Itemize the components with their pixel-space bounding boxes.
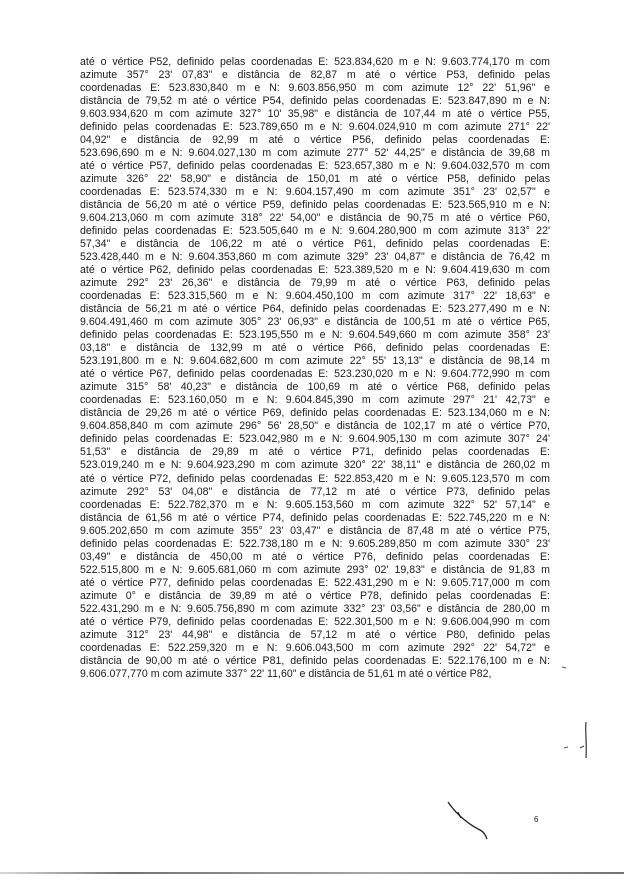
text-line: 523.191,800 m e N: 9.604.682,600 m com azimute 22° 55' 13,13" e distância de 98,14 m xyxy=(80,355,550,368)
text-line: definido pelas coordenadas E: 523.505,640 m e N: 9.604.280,900 m com azimute 313° 22' xyxy=(80,225,550,238)
text-line: distância de 90,00 m até o vértice P81, definido pelas coordenadas E: 522.176,100 m e N: xyxy=(80,654,550,667)
signature-stroke-icon xyxy=(444,790,504,840)
text-line: azimute 292° 23' 26,36" e distância de 79,99 m até o vértice P63, definido pelas xyxy=(80,277,550,290)
text-line: coordenadas E: 522.259,320 m e N: 9.606.043,500 m com azimute 292° 22' 54,72" e xyxy=(80,641,550,654)
text-line: coordenadas E: 523.830,840 m e N: 9.603.856,950 m com azimute 12° 22' 51,96" e xyxy=(80,82,550,95)
text-line: até o vértice P72, definido pelas coordenadas E: 522.853,420 m e N: 9.605.123,570 m com xyxy=(80,472,550,485)
text-line: 522.431,290 m e N: 9.605.756,890 m com azimute 332° 23' 03,56" e distância de 280,00 m xyxy=(80,602,550,615)
text-line: azimute 312° 23' 44,98" e distância de 57,12 m até o vértice P80, definido pelas xyxy=(80,628,550,641)
bottom-edge-rule xyxy=(0,872,624,874)
text-line: azimute 326° 22' 58,90" e distância de 150,01 m até o vértice P58, definido pelas xyxy=(80,173,550,186)
text-line: 9.604.213,060 m com azimute 318° 22' 54,00" e distância de 90,75 m até o vértice P60, xyxy=(80,212,550,225)
text-line: coordenadas E: 523.160,050 m e N: 9.604.845,390 m com azimute 297° 21' 42,73" e xyxy=(80,394,550,407)
text-line: 9.605.202,650 m com azimute 355° 23' 03,47" e distância de 87,48 m até o vértice P75, xyxy=(80,524,550,537)
text-line: azimute 292° 53' 04,08" e distância de 77,12 m até o vértice P73, definido pelas xyxy=(80,485,550,498)
text-line: 03,49" e distância de 450,00 m até o vértice P76, definido pelas coordenadas E: xyxy=(80,550,550,563)
page-number: 6 xyxy=(534,815,539,824)
text-line: até o vértice P57, definido pelas coordenadas E: 523.657,380 m e N: 9.604.032,570 m com xyxy=(80,160,550,173)
text-line: coordenadas E: 522.782,370 m e N: 9.605.153,560 m com azimute 322° 52' 57,14" e xyxy=(80,498,550,511)
text-line: azimute 357° 23' 07,83" e distância de 82,87 m até o vértice P53, definido pelas xyxy=(80,69,550,82)
text-line: 523.696,690 m e N: 9.604.027,130 m com azimute 277° 52' 44,25" e distância de 39,68 m xyxy=(80,147,550,160)
text-line: 03,18" e distância de 132,99 m até o vértice P66, definido pelas coordenadas E: xyxy=(80,342,550,355)
text-line: definido pelas coordenadas E: 522.738,180 m e N: 9.605.289,850 m com azimute 330° 23' xyxy=(80,537,550,550)
text-line: definido pelas coordenadas E: 523.042,980 m e N: 9.604.905,130 m com azimute 307° 24' xyxy=(80,433,550,446)
text-line: 9.606.077,770 m com azimute 337° 22' 11,60" e distância de 51,61 m até o vértice P82, xyxy=(80,667,492,680)
text-line: azimute 0° e distância de 39,89 m até o vértice P78, definido pelas coordenadas E: xyxy=(80,589,550,602)
text-line: 9.603.934,620 m com azimute 327° 10' 35,98" e distância de 107,44 m até o vértice P55, xyxy=(80,108,550,121)
text-line: 523.428,440 m e N: 9.604.353,860 m com azimute 329° 23' 04,87" e distância de 76,42 m xyxy=(80,251,550,264)
text-line: distância de 61,56 m até o vértice P74, definido pelas coordenadas E: 522.745,220 m e N: xyxy=(80,511,550,524)
body-text xyxy=(80,56,550,681)
text-line: definido pelas coordenadas E: 523.195,550 m e N: 9.604.549,660 m com azimute 358° 23' xyxy=(80,329,550,342)
text-line: distância de 79,52 m até o vértice P54, definido pelas coordenadas E: 523.847,890 m e N: xyxy=(80,95,550,108)
text-line: distância de 56,21 m até o vértice P64, definido pelas coordenadas E: 523.277,490 m e N: xyxy=(80,303,550,316)
text-line: 522.515,800 m e N: 9.605.681,060 m com azimute 293° 02' 19,83" e distância de 91,83 m xyxy=(80,563,550,576)
text-line: 523.019,240 m e N: 9.604.923,290 m com azimute 320° 22' 38,11" e distância de 260,02 m xyxy=(80,459,550,472)
text-line: distância de 56,20 m até o vértice P59, definido pelas coordenadas E: 523.565,910 m e N: xyxy=(80,199,550,212)
text-line: até o vértice P67, definido pelas coordenadas E: 523.230,020 m e N: 9.604.772,990 m com xyxy=(80,368,550,381)
text-line: 9.604.858,840 m com azimute 296° 56' 28,50" e distância de 102,17 m até o vértice P70, xyxy=(80,420,550,433)
text-line: distância de 29,26 m até o vértice P69, definido pelas coordenadas E: 523.134,060 m e N: xyxy=(80,407,550,420)
text-line: 57,34" e distância de 106,22 m até o vértice P61, definido pelas coordenadas E: xyxy=(80,238,550,251)
text-line: azimute 315° 58' 40,23" e distância de 100,69 m até o vértice P68, definido pelas xyxy=(80,381,550,394)
text-line: coordenadas E: 523.574,330 m e N: 9.604.157,490 m com azimute 351° 23' 02,57" e xyxy=(80,186,550,199)
text-line: até o vértice P79, definido pelas coordenadas E: 522.301,500 m e N: 9.606.004,990 m com xyxy=(80,615,550,628)
text-line: até o vértice P52, definido pelas coordenadas E: 523.834,620 m e N: 9.603.774,170 m com xyxy=(80,56,550,68)
text-line: coordenadas E: 523.315,560 m e N: 9.604.450,100 m com azimute 317° 22' 18,63" e xyxy=(80,290,550,303)
text-line: 04,92" e distância de 92,99 m até o vértice P56, definido pelas coordenadas E: xyxy=(80,134,550,147)
initials-mark-icon xyxy=(560,718,594,762)
text-line: 9.604.491,460 m com azimute 305° 23' 06,93" e distância de 100,51 m até o vértice P65, xyxy=(80,316,550,329)
text-line: até o vértice P77, definido pelas coordenadas E: 522.431,290 m e N: 9.605.717,000 m com xyxy=(80,576,550,589)
margin-mark-icon xyxy=(560,665,580,689)
text-line: definido pelas coordenadas E: 523.789,650 m e N: 9.604.024,910 m com azimute 271° 22' xyxy=(80,121,550,134)
text-line: até o vértice P62, definido pelas coordenadas E: 523.389,520 m e N: 9.604.419,630 m com xyxy=(80,264,550,277)
text-line: 51,53" e distância de 29,89 m até o vértice P71, definido pelas coordenadas E: xyxy=(80,446,550,459)
